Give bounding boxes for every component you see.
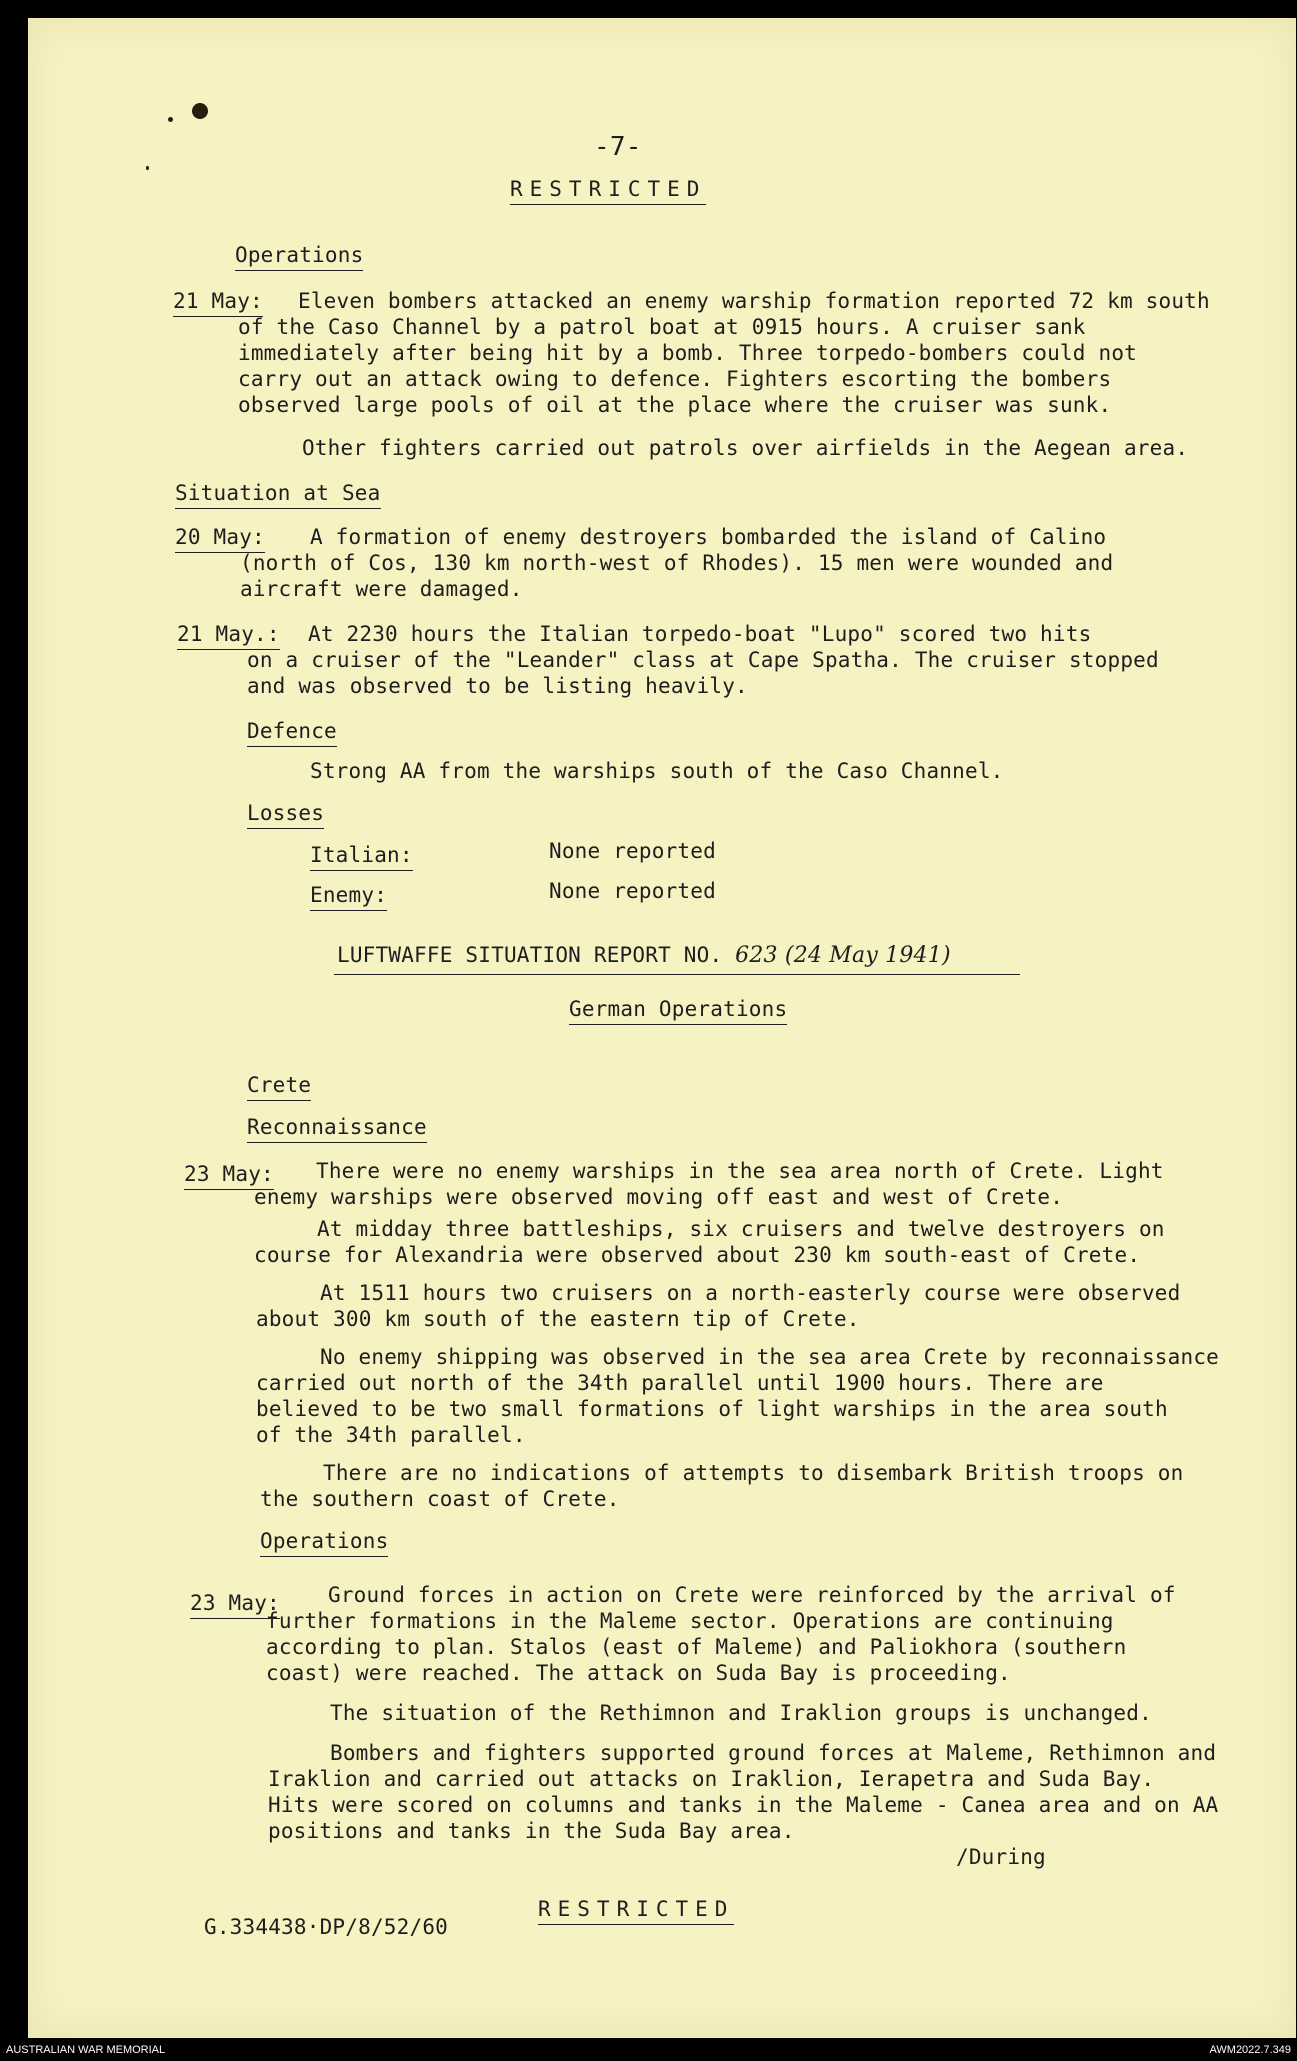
paragraph-line: observed large pools of oil at the place where the cruiser was sunk.: [238, 393, 1112, 417]
reference-code-handwritten: DP/8/52/60: [319, 1915, 449, 1939]
report-title-underline: [334, 974, 1020, 975]
paragraph-line: There were no enemy warships in the sea area north of Crete. Light: [316, 1159, 1164, 1183]
crete-heading: Crete: [247, 1072, 311, 1101]
defence-text: Strong AA from the warships south of the Caso Channel.: [310, 759, 1004, 783]
date-20-may: 20 May:: [175, 524, 265, 553]
paragraph-line: and was observed to be listing heavily.: [247, 674, 748, 698]
paragraph-line: Ground forces in action on Crete were reinforced by the arrival of: [328, 1583, 1176, 1607]
paragraph-line: Eleven bombers attacked an enemy warship formation reported 72 km south: [298, 289, 1210, 313]
date-21-may: 21 May:: [173, 288, 263, 317]
paragraph-line: Bombers and fighters supported ground forces at Maleme, Rethimnon and: [330, 1741, 1217, 1765]
paragraph-line: At midday three battleships, six cruisers and twelve destroyers on: [317, 1217, 1165, 1241]
classification-header: RESTRICTED: [510, 176, 706, 205]
catchword: /During: [956, 1845, 1046, 1869]
paragraph-line: coast) were reached. The attack on Suda Bay is proceeding.: [266, 1661, 1011, 1685]
german-operations-heading: German Operations: [569, 996, 787, 1025]
paragraph-line: Other fighters carried out patrols over airfields in the Aegean area.: [302, 436, 1189, 460]
enemy-label: Enemy:: [310, 882, 387, 911]
reconnaissance-heading: Reconnaissance: [247, 1114, 427, 1143]
enemy-value: None reported: [549, 879, 716, 903]
paragraph-line: course for Alexandria were observed about 230 km south-east of Crete.: [254, 1243, 1141, 1267]
paragraph-line: At 2230 hours the Italian torpedo-boat "Lupo" scored two hits: [308, 622, 1092, 646]
paragraph-line: further formations in the Maleme sector. Operations are continuing: [266, 1609, 1114, 1633]
italian-value: None reported: [549, 839, 716, 863]
page-number: -7-: [594, 132, 642, 162]
paragraph-line: on a cruiser of the "Leander" class at Cape Spatha. The cruiser stopped: [247, 648, 1159, 672]
paragraph-line: believed to be two small formations of light warships in the area south: [256, 1397, 1168, 1421]
losses-heading: Losses: [247, 800, 324, 829]
paragraph-line: of the 34th parallel.: [256, 1423, 526, 1447]
document-page: [28, 18, 1296, 2038]
paragraph-line: At 1511 hours two cruisers on a north-easterly course were observed: [320, 1281, 1181, 1305]
paragraph-line: The situation of the Rethimnon and Iraklion groups is unchanged.: [330, 1701, 1152, 1725]
classification-footer: RESTRICTED: [538, 1896, 734, 1925]
paragraph-line: immediately after being hit by a bomb. Three torpedo-bombers could not: [238, 341, 1138, 365]
operations-heading-crete: Operations: [260, 1528, 388, 1557]
report-title: [337, 942, 951, 969]
reference-dot: ·: [306, 1915, 320, 1939]
reference-number: [204, 1914, 448, 1940]
date-21-may-sea: 21 May.:: [177, 621, 280, 650]
paragraph-line: carry out an attack owing to defence. Fighters escorting the bombers: [238, 367, 1112, 391]
date-23-may-ops: 23 May:: [190, 1590, 280, 1619]
paragraph-line: carried out north of the 34th parallel until 1900 hours. There are: [256, 1371, 1104, 1395]
paragraph-line: of the Caso Channel by a patrol boat at 0915 hours. A cruiser sank: [238, 315, 1086, 339]
paragraph-line: the southern coast of Crete.: [260, 1487, 620, 1511]
date-23-may: 23 May:: [184, 1161, 274, 1190]
report-title-typed: LUFTWAFFE SITUATION REPORT NO.: [337, 943, 723, 967]
archive-institution: AUSTRALIAN WAR MEMORIAL: [6, 2044, 166, 2056]
paragraph-line: A formation of enemy destroyers bombarded the island of Calino: [310, 525, 1107, 549]
ink-stain: [192, 103, 208, 119]
reference-code: G.334438: [204, 1915, 307, 1939]
paragraph-line: according to plan. Stalos (east of Maleme) and Paliokhora (southern: [266, 1635, 1127, 1659]
paragraph-line: enemy warships were observed moving off east and west of Crete.: [254, 1185, 1064, 1209]
paragraph-line: aircraft were damaged.: [240, 577, 523, 601]
situation-at-sea-heading: Situation at Sea: [175, 480, 381, 509]
ink-stain-small: [168, 117, 173, 122]
paragraph-line: about 300 km south of the eastern tip of Crete.: [256, 1307, 860, 1331]
paragraph-line: (north of Cos, 130 km north-west of Rhodes). 15 men were wounded and: [240, 551, 1114, 575]
report-title-handwritten: 623 (24 May 1941): [735, 943, 951, 968]
paragraph-line: positions and tanks in the Suda Bay area.: [268, 1819, 795, 1843]
paragraph-line: Hits were scored on columns and tanks in the Maleme - Canea area and on AA: [268, 1793, 1219, 1817]
paragraph-line: No enemy shipping was observed in the sea area Crete by reconnaissance: [320, 1345, 1220, 1369]
defence-heading: Defence: [247, 718, 337, 747]
archive-footer-bar: [0, 2040, 1297, 2061]
operations-heading: Operations: [235, 242, 363, 271]
paragraph-line: There are no indications of attempts to disembark British troops on: [323, 1461, 1184, 1485]
ink-stain-small: [146, 166, 149, 170]
italian-label: Italian:: [310, 842, 413, 871]
paragraph-line: Iraklion and carried out attacks on Iraklion, Ierapetra and Suda Bay.: [268, 1767, 1155, 1791]
archive-reference: AWM2022.7.349: [1209, 2044, 1291, 2056]
